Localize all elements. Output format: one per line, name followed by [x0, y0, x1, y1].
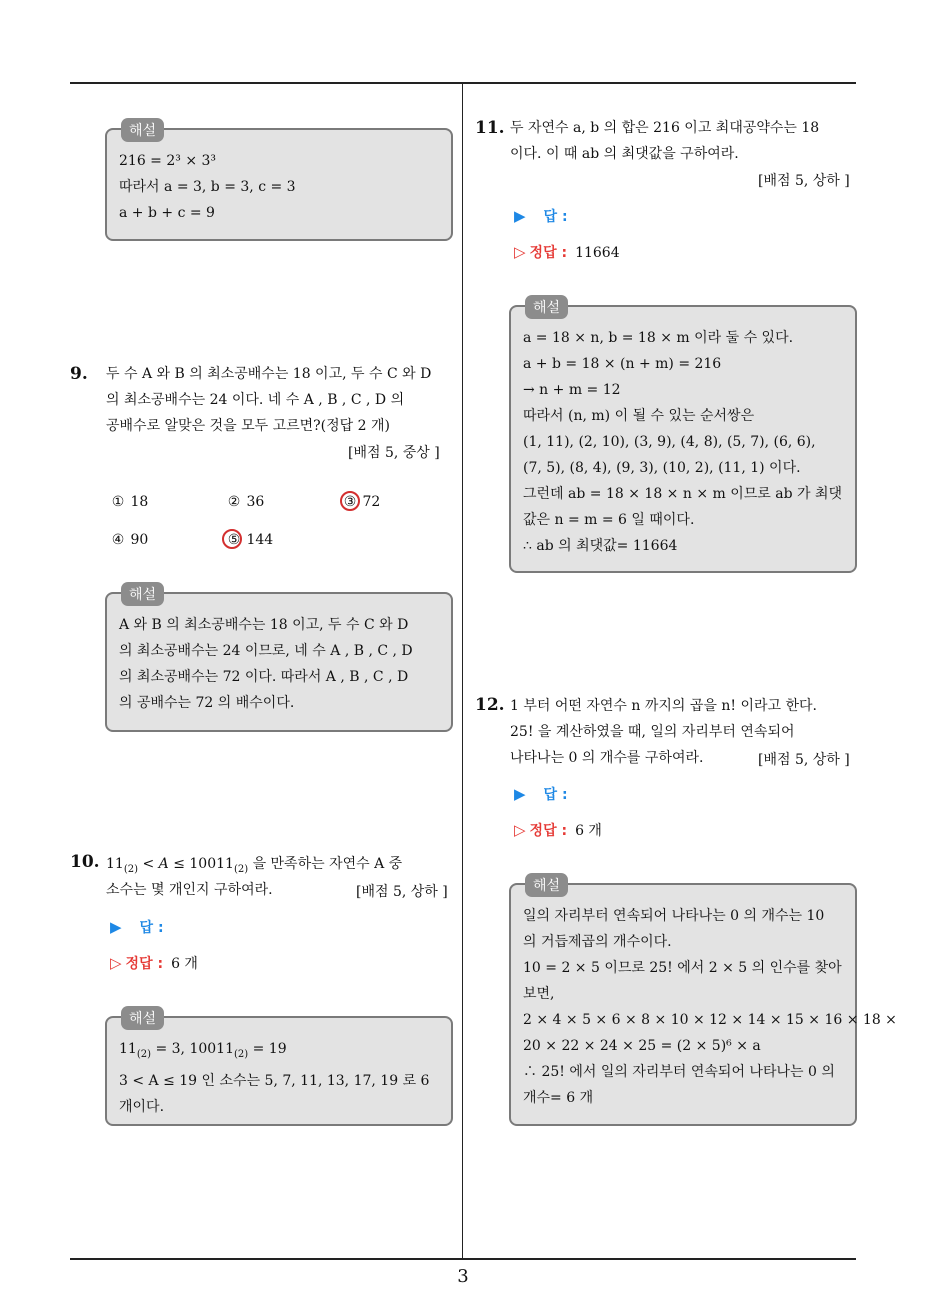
solution-line: a = 18 × n, b = 18 × m 이라 둘 수 있다.: [523, 330, 794, 346]
solution-line: 따라서 (n, m) 이 될 수 있는 순서쌍은: [523, 408, 755, 424]
solution-line: A 와 B 의 최소공배수는 18 이고, 두 수 C 와 D: [119, 617, 409, 633]
solution-line: a + b + c = 9: [119, 205, 215, 221]
score-label: [배점 5, 중상 ]: [348, 445, 440, 461]
score-label: [배점 5, 상하 ]: [758, 173, 850, 189]
triangle-outline-icon: ▷: [514, 243, 526, 261]
solution-line: 의 최소공배수는 24 이므로, 네 수 A , B , C , D: [119, 643, 413, 659]
question-text: $11_{(2)} < A \le 10011_{(2)}$ 을 만족하는 자연수 A 중: [106, 856, 403, 875]
bottom-rule: [70, 1258, 856, 1260]
answer-input-row[interactable]: ▶ 답 :: [110, 918, 164, 936]
solution-line: (1, 11), (2, 10), (3, 9), (4, 8), (5, 7), (6, 6),: [523, 434, 816, 450]
solution-line: 값은 n = m = 6 일 때이다.: [523, 512, 695, 528]
solution-label: 해설: [121, 118, 164, 142]
question-text: 25! 을 계산하였을 때, 일의 자리부터 연속되어: [510, 724, 795, 740]
question-text: 두 수 A 와 B 의 최소공배수는 18 이고, 두 수 C 와 D: [106, 366, 432, 382]
score-label: [배점 5, 상하 ]: [356, 884, 448, 900]
choice-5[interactable]: ⑤ 144: [227, 532, 274, 548]
answer-input-row[interactable]: ▶ 답 :: [514, 207, 568, 225]
solution-line: a + b = 18 × (n + m) = 216: [523, 356, 722, 372]
solution-label: 해설: [525, 295, 568, 319]
solution-box-q8: [105, 123, 453, 241]
column-divider: [462, 83, 463, 1258]
question-number: 9.: [70, 364, 88, 384]
triangle-outline-icon: ▷: [514, 821, 526, 839]
solution-line: 개수= 6 개: [523, 1090, 594, 1106]
solution-line: 의 공배수는 72 의 배수이다.: [119, 695, 295, 711]
play-icon: ▶: [514, 207, 526, 225]
solution-line: 3 < A ≤ 19 인 소수는 5, 7, 11, 13, 17, 19 로 6: [119, 1072, 430, 1089]
solution-line: 10 = 2 × 5 이므로 25! 에서 2 × 5 의 인수를 찾아: [523, 960, 842, 976]
solution-line: 따라서 a = 3, b = 3, c = 3: [119, 179, 296, 195]
answer-mark-circle: [340, 491, 360, 511]
answer-input-row[interactable]: ▶ 답 :: [514, 785, 568, 803]
correct-answer-row: ▷ 정답 : 11664: [514, 243, 620, 261]
question-number: 11.: [475, 118, 505, 138]
solution-line: 개이다.: [119, 1098, 165, 1115]
solution-label: 해설: [525, 873, 568, 897]
solution-line: 216 = 2³ × 3³: [119, 153, 217, 169]
page-number: 3: [457, 1266, 469, 1287]
solution-line: ∴ ab 의 최댓값= 11664: [523, 538, 678, 554]
correct-answer-row: ▷ 정답 : 6 개: [514, 821, 602, 839]
question-number: 10.: [70, 852, 100, 872]
score-label: [배점 5, 상하 ]: [758, 752, 850, 768]
question-text: 나타나는 0 의 개수를 구하여라.: [510, 750, 704, 766]
question-text: 공배수로 알맞은 것을 모두 고르면?(정답 2 개): [106, 418, 390, 434]
solution-line: 일의 자리부터 연속되어 나타나는 0 의 개수는 10: [523, 908, 825, 924]
solution-line: (7, 5), (8, 4), (9, 3), (10, 2), (11, 1) 이다.: [523, 460, 801, 476]
solution-box-q10: [105, 1011, 453, 1126]
play-icon: ▶: [110, 918, 122, 936]
triangle-outline-icon: ▷: [110, 954, 122, 972]
correct-answer-row: ▷ 정답 : 6 개: [110, 954, 198, 972]
question-number: 12.: [475, 695, 505, 715]
solution-line: ∴ 25! 에서 일의 자리부터 연속되어 나타나는 0 의: [523, 1064, 835, 1080]
choice-2[interactable]: ② 36: [227, 494, 265, 510]
solution-line: 20 × 22 × 24 × 25 = (2 × 5)⁶ × a: [523, 1038, 761, 1054]
solution-line: → n + m = 12: [523, 382, 621, 398]
solution-box-q11: [509, 300, 857, 573]
solution-line: $11_{(2)} = 3$, $10011_{(2)} = 19$: [119, 1041, 287, 1060]
question-text: 1 부터 어떤 자연수 n 까지의 곱을 n! 이라고 한다.: [510, 698, 817, 714]
choice-3[interactable]: ③ 72: [343, 494, 381, 510]
solution-label: 해설: [121, 1006, 164, 1030]
solution-line: 2 × 4 × 5 × 6 × 8 × 10 × 12 × 14 × 15 × 16 × 18 ×: [523, 1012, 897, 1028]
solution-box-q12: [509, 878, 897, 1126]
solution-box-q9: [105, 587, 453, 732]
question-text: 의 최소공배수는 24 이다. 네 수 A , B , C , D 의: [106, 392, 405, 408]
question-text: 소수는 몇 개인지 구하여라.: [106, 882, 273, 898]
question-text: 두 자연수 a, b 의 합은 216 이고 최대공약수는 18: [510, 120, 820, 136]
solution-line: 보면,: [523, 986, 555, 1002]
solution-label: 해설: [121, 582, 164, 606]
answer-mark-circle: [222, 529, 242, 549]
choice-4[interactable]: ④ 90: [111, 532, 149, 548]
solution-line: 의 최소공배수는 72 이다. 따라서 A , B , C , D: [119, 669, 409, 685]
solution-line: 그런데 ab = 18 × 18 × n × m 이므로 ab 가 최댓: [523, 486, 843, 502]
play-icon: ▶: [514, 785, 526, 803]
solution-line: 의 거듭제곱의 개수이다.: [523, 934, 672, 950]
choice-1[interactable]: ① 18: [111, 494, 149, 510]
question-text: 이다. 이 때 ab 의 최댓값을 구하여라.: [510, 146, 739, 162]
